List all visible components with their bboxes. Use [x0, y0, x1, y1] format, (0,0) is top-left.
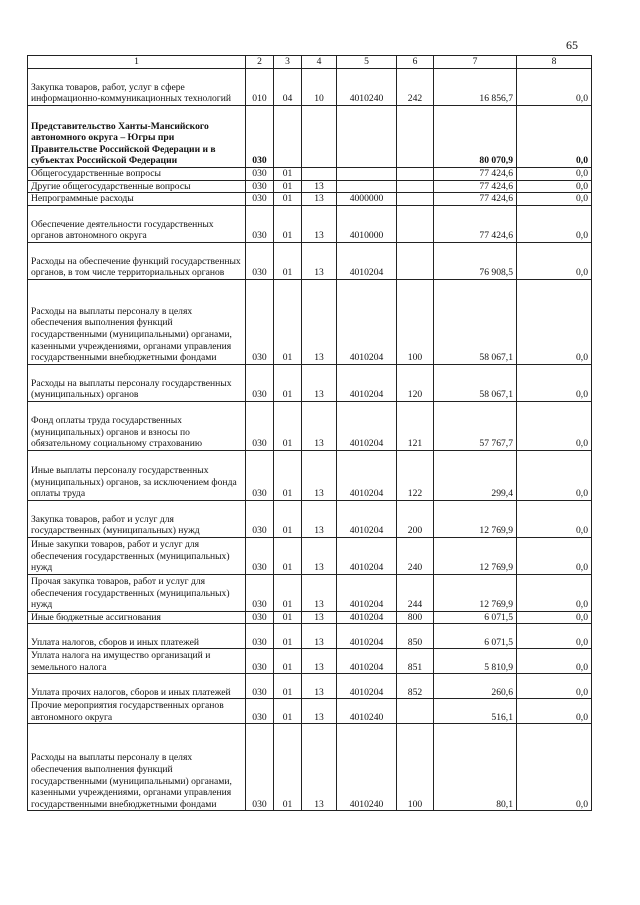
- row-amount-year1: 12 769,9: [434, 537, 517, 574]
- row-amount-year2: 0,0: [517, 574, 592, 611]
- row-section: 01: [274, 699, 302, 724]
- row-target-article: 4010204: [337, 242, 397, 279]
- row-subsection: 13: [302, 279, 337, 364]
- row-subsection: 13: [302, 180, 337, 193]
- row-target-article: [337, 106, 397, 168]
- row-amount-year2: 0,0: [517, 69, 592, 106]
- column-header: 2: [246, 56, 274, 69]
- row-subsection: 13: [302, 205, 337, 242]
- row-expense-type: 851: [397, 649, 434, 674]
- row-amount-year1: 12 769,9: [434, 574, 517, 611]
- row-amount-year2: 0,0: [517, 537, 592, 574]
- row-subsection: 13: [302, 649, 337, 674]
- table-row: [28, 279, 592, 364]
- row-grbs: 030: [246, 106, 274, 168]
- row-expense-type: [397, 205, 434, 242]
- row-section: 01: [274, 364, 302, 401]
- row-expense-type: 100: [397, 279, 434, 364]
- row-target-article: 4010204: [337, 649, 397, 674]
- table-row: [28, 574, 592, 611]
- table-row: [28, 649, 592, 674]
- row-subsection: 13: [302, 450, 337, 500]
- row-target-article: 4010204: [337, 674, 397, 699]
- row-subsection: 13: [302, 674, 337, 699]
- row-expense-type: 200: [397, 500, 434, 537]
- row-subsection: 13: [302, 193, 337, 206]
- row-amount-year2: 0,0: [517, 193, 592, 206]
- row-section: 01: [274, 450, 302, 500]
- row-target-article: 4010240: [337, 69, 397, 106]
- row-name: Уплата налогов, сборов и иных платежей: [28, 624, 246, 649]
- row-amount-year2: 0,0: [517, 364, 592, 401]
- row-subsection: [302, 168, 337, 181]
- row-name: Расходы на выплаты персоналу в целях обеспечения выполнения функций государственными (муниципальными) органами, казенными учреждениями, органами управления государственными внебюджетными фондами: [28, 724, 246, 811]
- row-name: Уплата прочих налогов, сборов и иных платежей: [28, 674, 246, 699]
- row-grbs: 030: [246, 699, 274, 724]
- row-subsection: [302, 106, 337, 168]
- row-target-article: 4010204: [337, 401, 397, 450]
- row-grbs: 030: [246, 168, 274, 181]
- row-subsection: 10: [302, 69, 337, 106]
- row-grbs: 030: [246, 674, 274, 699]
- row-amount-year1: 516,1: [434, 699, 517, 724]
- row-name: Закупка товаров, работ, услуг в сфере информационно-коммуникационных технологий: [28, 69, 246, 106]
- column-header: 6: [397, 56, 434, 69]
- table-row: [28, 168, 592, 181]
- row-expense-type: [397, 699, 434, 724]
- page-number: 65: [566, 38, 578, 52]
- row-expense-type: [397, 180, 434, 193]
- table-row: [28, 205, 592, 242]
- row-section: 01: [274, 624, 302, 649]
- row-section: [274, 106, 302, 168]
- row-amount-year2: 0,0: [517, 205, 592, 242]
- row-subsection: 13: [302, 724, 337, 811]
- row-section: 01: [274, 168, 302, 181]
- row-grbs: 030: [246, 205, 274, 242]
- row-name: Иные бюджетные ассигнования: [28, 611, 246, 624]
- row-section: 01: [274, 401, 302, 450]
- row-target-article: 4010240: [337, 699, 397, 724]
- row-section: 04: [274, 69, 302, 106]
- row-name: Закупка товаров, работ и услуг для государственных (муниципальных) нужд: [28, 500, 246, 537]
- row-amount-year2: 0,0: [517, 674, 592, 699]
- row-target-article: 4010204: [337, 624, 397, 649]
- row-name: Иные закупки товаров, работ и услуг для обеспечения государственных (муниципальных) нужд: [28, 537, 246, 574]
- row-amount-year1: 58 067,1: [434, 279, 517, 364]
- row-amount-year1: 299,4: [434, 450, 517, 500]
- row-target-article: 4010204: [337, 537, 397, 574]
- row-amount-year2: 0,0: [517, 699, 592, 724]
- row-expense-type: [397, 168, 434, 181]
- row-amount-year1: 6 071,5: [434, 624, 517, 649]
- column-header: 4: [302, 56, 337, 69]
- row-amount-year1: 16 856,7: [434, 69, 517, 106]
- table-row: [28, 674, 592, 699]
- row-grbs: 030: [246, 574, 274, 611]
- row-subsection: 13: [302, 699, 337, 724]
- row-amount-year1: 80,1: [434, 724, 517, 811]
- row-amount-year2: 0,0: [517, 401, 592, 450]
- row-subsection: 13: [302, 401, 337, 450]
- row-grbs: 010: [246, 69, 274, 106]
- row-subsection: 13: [302, 537, 337, 574]
- row-expense-type: 122: [397, 450, 434, 500]
- column-header: 8: [517, 56, 592, 69]
- row-section: 01: [274, 649, 302, 674]
- row-name: Представительство Ханты-Мансийского автономного округа – Югры при Правительстве Российской Федерации и в субъектах Российской Федерации: [28, 106, 246, 168]
- row-subsection: 13: [302, 364, 337, 401]
- table-row: [28, 624, 592, 649]
- row-amount-year2: 0,0: [517, 611, 592, 624]
- row-grbs: 030: [246, 180, 274, 193]
- row-expense-type: 240: [397, 537, 434, 574]
- table-row: [28, 193, 592, 206]
- table-row: [28, 69, 592, 106]
- row-section: 01: [274, 242, 302, 279]
- table-row: [28, 242, 592, 279]
- row-subsection: 13: [302, 574, 337, 611]
- table-row: [28, 500, 592, 537]
- table-row: [28, 537, 592, 574]
- column-header: 1: [28, 56, 246, 69]
- row-target-article: 4010000: [337, 205, 397, 242]
- row-target-article: 4010204: [337, 500, 397, 537]
- row-name: Уплата налога на имущество организаций и земельного налога: [28, 649, 246, 674]
- row-subsection: 13: [302, 242, 337, 279]
- row-amount-year2: 0,0: [517, 180, 592, 193]
- row-expense-type: [397, 242, 434, 279]
- row-expense-type: 121: [397, 401, 434, 450]
- row-section: 01: [274, 674, 302, 699]
- row-amount-year1: 80 070,9: [434, 106, 517, 168]
- table-row: [28, 364, 592, 401]
- row-section: 01: [274, 500, 302, 537]
- row-name: Расходы на обеспечение функций государственных органов, в том числе территориальных органов: [28, 242, 246, 279]
- row-grbs: 030: [246, 611, 274, 624]
- row-amount-year2: 0,0: [517, 279, 592, 364]
- row-amount-year2: 0,0: [517, 168, 592, 181]
- row-amount-year2: 0,0: [517, 500, 592, 537]
- row-expense-type: 850: [397, 624, 434, 649]
- row-section: 01: [274, 205, 302, 242]
- row-grbs: 030: [246, 649, 274, 674]
- row-name: Непрограммные расходы: [28, 193, 246, 206]
- column-number-row: [28, 56, 592, 69]
- row-amount-year1: 58 067,1: [434, 364, 517, 401]
- row-name: Иные выплаты персоналу государственных (муниципальных) органов, за исключением фонда оплаты труда: [28, 450, 246, 500]
- row-subsection: 13: [302, 500, 337, 537]
- row-expense-type: 100: [397, 724, 434, 811]
- row-name: Другие общегосударственные вопросы: [28, 180, 246, 193]
- row-amount-year2: 0,0: [517, 450, 592, 500]
- budget-table: [27, 55, 592, 811]
- row-amount-year1: 260,6: [434, 674, 517, 699]
- row-expense-type: [397, 106, 434, 168]
- table-row: [28, 724, 592, 811]
- row-name: Прочая закупка товаров, работ и услуг для обеспечения государственных (муниципальных) нужд: [28, 574, 246, 611]
- row-section: 01: [274, 537, 302, 574]
- row-amount-year1: 77 424,6: [434, 205, 517, 242]
- row-expense-type: 120: [397, 364, 434, 401]
- row-target-article: 4010204: [337, 279, 397, 364]
- row-section: 01: [274, 279, 302, 364]
- row-target-article: 4010204: [337, 574, 397, 611]
- row-target-article: 4010204: [337, 611, 397, 624]
- table-row: [28, 401, 592, 450]
- row-grbs: 030: [246, 364, 274, 401]
- row-target-article: 4010240: [337, 724, 397, 811]
- row-amount-year2: 0,0: [517, 624, 592, 649]
- row-subsection: 13: [302, 611, 337, 624]
- row-grbs: 030: [246, 279, 274, 364]
- row-amount-year1: 57 767,7: [434, 401, 517, 450]
- column-header: 5: [337, 56, 397, 69]
- row-target-article: [337, 180, 397, 193]
- row-name: Обеспечение деятельности государственных органов автономного округа: [28, 205, 246, 242]
- row-name: Фонд оплаты труда государственных (муниципальных) органов и взносы по обязательному социальному страхованию: [28, 401, 246, 450]
- row-name: Прочие мероприятия государственных органов автономного округа: [28, 699, 246, 724]
- row-grbs: 030: [246, 500, 274, 537]
- table-row: [28, 106, 592, 168]
- row-expense-type: [397, 193, 434, 206]
- column-header: 3: [274, 56, 302, 69]
- row-grbs: 030: [246, 242, 274, 279]
- row-amount-year2: 0,0: [517, 242, 592, 279]
- row-section: 01: [274, 574, 302, 611]
- row-amount-year1: 76 908,5: [434, 242, 517, 279]
- row-amount-year1: 77 424,6: [434, 180, 517, 193]
- row-expense-type: 800: [397, 611, 434, 624]
- row-grbs: 030: [246, 624, 274, 649]
- row-grbs: 030: [246, 193, 274, 206]
- row-target-article: [337, 168, 397, 181]
- row-section: 01: [274, 193, 302, 206]
- row-subsection: 13: [302, 624, 337, 649]
- row-name: Расходы на выплаты персоналу в целях обеспечения выполнения функций государственными (муниципальными) органами, казенными учреждениями, органами управления государственными внебюджетными фондами: [28, 279, 246, 364]
- row-amount-year2: 0,0: [517, 106, 592, 168]
- row-expense-type: 852: [397, 674, 434, 699]
- row-expense-type: 242: [397, 69, 434, 106]
- column-header: 7: [434, 56, 517, 69]
- row-amount-year1: 77 424,6: [434, 193, 517, 206]
- table-body: [28, 69, 592, 811]
- row-amount-year1: 12 769,9: [434, 500, 517, 537]
- row-name: Расходы на выплаты персоналу государственных (муниципальных) органов: [28, 364, 246, 401]
- row-target-article: 4010204: [337, 364, 397, 401]
- row-amount-year2: 0,0: [517, 649, 592, 674]
- row-name: Общегосударственные вопросы: [28, 168, 246, 181]
- row-section: 01: [274, 180, 302, 193]
- row-amount-year2: 0,0: [517, 724, 592, 811]
- row-grbs: 030: [246, 450, 274, 500]
- row-grbs: 030: [246, 537, 274, 574]
- row-section: 01: [274, 611, 302, 624]
- row-target-article: 4010204: [337, 450, 397, 500]
- row-amount-year1: 77 424,6: [434, 168, 517, 181]
- row-amount-year1: 5 810,9: [434, 649, 517, 674]
- row-target-article: 4000000: [337, 193, 397, 206]
- row-section: 01: [274, 724, 302, 811]
- row-grbs: 030: [246, 724, 274, 811]
- row-amount-year1: 6 071,5: [434, 611, 517, 624]
- table-row: [28, 611, 592, 624]
- row-grbs: 030: [246, 401, 274, 450]
- row-expense-type: 244: [397, 574, 434, 611]
- table-row: [28, 699, 592, 724]
- table-row: [28, 180, 592, 193]
- table-row: [28, 450, 592, 500]
